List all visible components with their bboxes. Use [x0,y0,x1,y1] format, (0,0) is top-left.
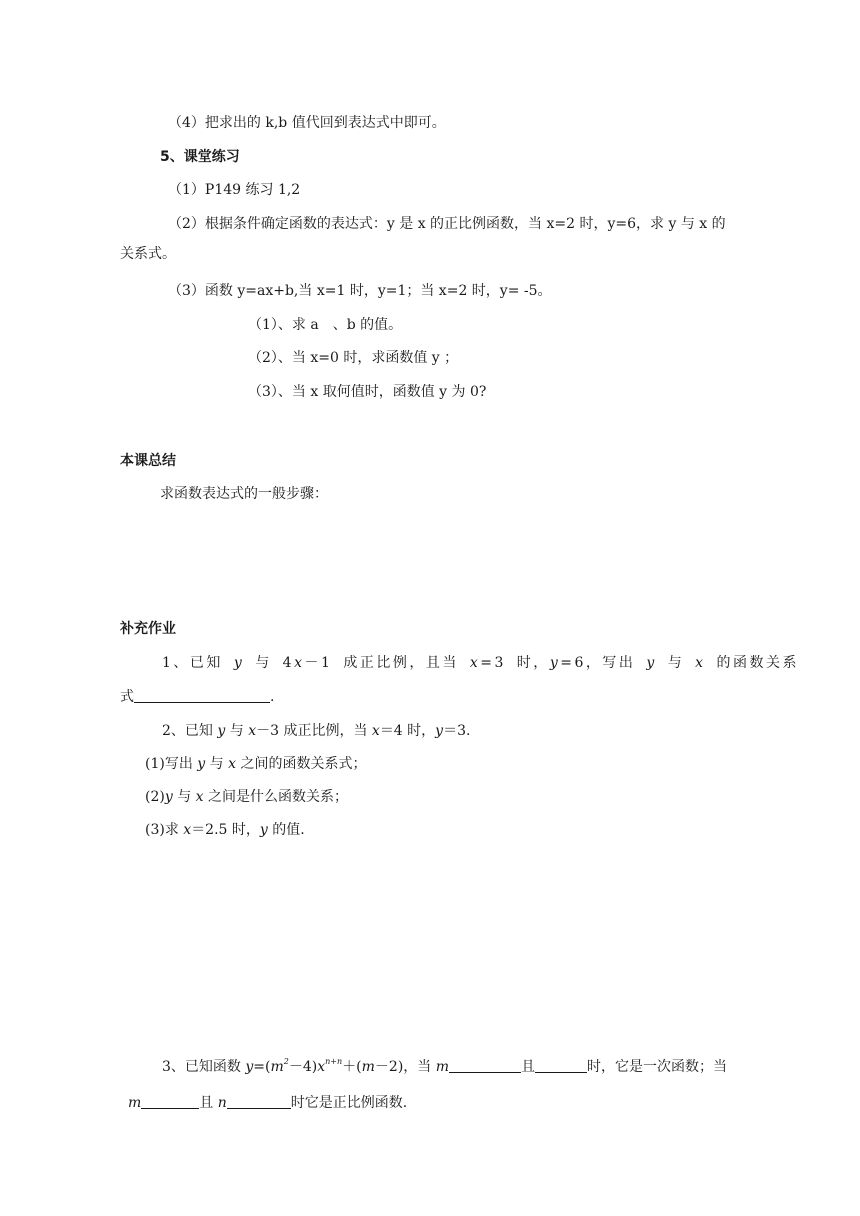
summary-text: 求函数表达式的一般步骤： [160,486,328,502]
answer-blank[interactable] [227,1094,291,1109]
practice-sub-3: （3）、当 x 取何值时，函数值 y 为 0? [248,384,487,400]
homework-q1-line-2: 式 . [120,689,275,705]
homework-q2-c: (3)求 x＝2.5 时，y 的值. [145,822,305,838]
practice-item-3: （3）函数 y=ax+b,当 x=1 时，y=1；当 x=2 时，y= -5。 [168,283,552,299]
answer-blank[interactable] [141,1094,199,1109]
step-4-text: （4）把求出的 k,b 值代回到表达式中即可。 [168,115,446,131]
homework-q2: 2、已知 y 与 x－3 成正比例，当 x＝4 时，y＝3. [162,723,471,739]
practice-item-2-line-2: 关系式。 [120,246,176,262]
homework-heading: 补充作业 [120,621,176,637]
answer-blank[interactable] [535,1058,587,1073]
summary-heading: 本课总结 [120,453,176,469]
homework-q1-line-1: 1、已知 y 与 4x－1 成正比例，且当 x=3 时，y=6，写出 y 与 x 的函数关系 [162,655,800,671]
homework-q2-b: (2)y 与 x 之间是什么函数关系； [145,789,349,805]
practice-heading: 5、课堂练习 [160,149,240,165]
answer-blank[interactable] [449,1058,521,1073]
homework-q2-a: (1)写出 y 与 x 之间的函数关系式； [145,756,367,772]
homework-q3-line-2: m 且 n 时它是正比例函数. [128,1095,408,1111]
answer-blank[interactable] [134,688,270,703]
practice-sub-1: （1）、求 a 、b 的值。 [248,317,403,333]
practice-item-1: （1）P149 练习 1,2 [168,182,301,198]
practice-sub-2: （2）、当 x=0 时，求函数值 y ； [248,350,459,366]
practice-item-2-line-1: （2）根据条件确定函数的表达式：y 是 x 的正比例函数，当 x=2 时，y=6，求 y 与 x 的 [168,216,726,232]
homework-q3-line-1: 3、已知函数 $y=(m^2-4)x^{n+n}+(m-2)$，当 m 且 时，它是一次函数；当 [162,1057,728,1075]
